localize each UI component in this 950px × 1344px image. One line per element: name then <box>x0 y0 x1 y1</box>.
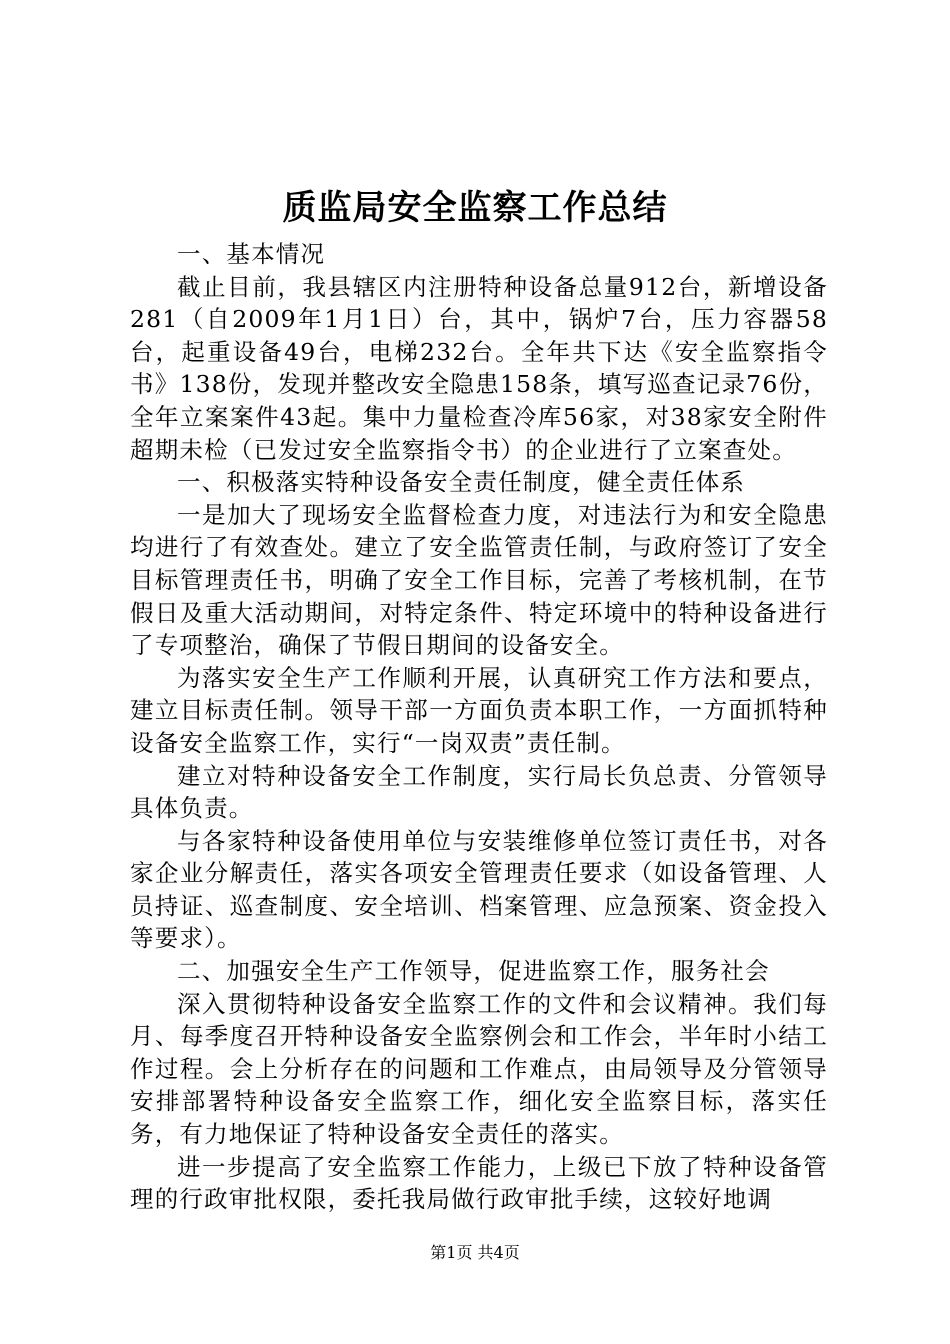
document-body <box>130 238 828 1216</box>
page-number-footer: 第1页 共4页 <box>430 1243 520 1262</box>
paragraph-work-system: 建立对特种设备安全工作制度，实行局长负总责、分管领导具体负责。 <box>130 761 828 823</box>
paragraph-inspection: 一是加大了现场安全监督检查力度，对违法行为和安全隐患均进行了有效查处。建立了安全监管责任制，与政府签订了安全目标管理责任书，明确了安全工作目标，完善了考核机制，在节假日及重大活动期间，对特定条件、特定环境中的特种设备进行了专项整治，确保了节假日期间的设备安全。 <box>130 500 828 660</box>
paragraph-capability: 进一步提高了安全监察工作能力，上级已下放了特种设备管理的行政审批权限，委托我局做行政审批手续，这较好地调 <box>130 1152 828 1214</box>
paragraph-responsibility-letters: 与各家特种设备使用单位与安装维修单位签订责任书，对各家企业分解责任，落实各项安全管理责任要求（如设备管理、人员持证、巡查制度、安全培训、档案管理、应急预案、资金投入等要求）。 <box>130 826 828 953</box>
section-heading-leadership: 二、加强安全生产工作领导，促进监察工作，服务社会 <box>177 957 770 986</box>
document-title: 质监局安全监察工作总结 <box>282 188 668 228</box>
paragraph-target-responsibility: 为落实安全生产工作顺利开展，认真研究工作方法和要点，建立目标责任制。领导干部一方面负责本职工作，一方面抓特种设备安全监察工作，实行“一岗双责”责任制。 <box>130 663 828 757</box>
paragraph-meetings: 深入贯彻特种设备安全监察工作的文件和会议精神。我们每月、每季度召开特种设备安全监察例会和工作会，半年时小结工作过程。会上分析存在的问题和工作难点，由局领导及分管领导安排部署特种设备安全监察工作，细化安全监察目标，落实任务，有力地保证了特种设备安全责任的落实。 <box>130 989 828 1149</box>
paragraph-statistics: 截止目前，我县辖区内注册特种设备总量912台，新增设备281（自2009年1月1日）台，其中，锅炉7台，压力容器58台，起重设备49台，电梯232台。全年共下达《安全监察指令书》138份，发现并整改安全隐患158条，填写巡查记录76份，全年立案案件43起。集中力量检查冷库56家，对38家安全附件超期未检（已发过安全监察指令书）的企业进行了立案查处。 <box>130 272 828 464</box>
section-heading-responsibility-system: 一、积极落实特种设备安全责任制度，健全责任体系 <box>177 468 746 497</box>
section-heading-basic-situation: 一、基本情况 <box>177 240 326 268</box>
